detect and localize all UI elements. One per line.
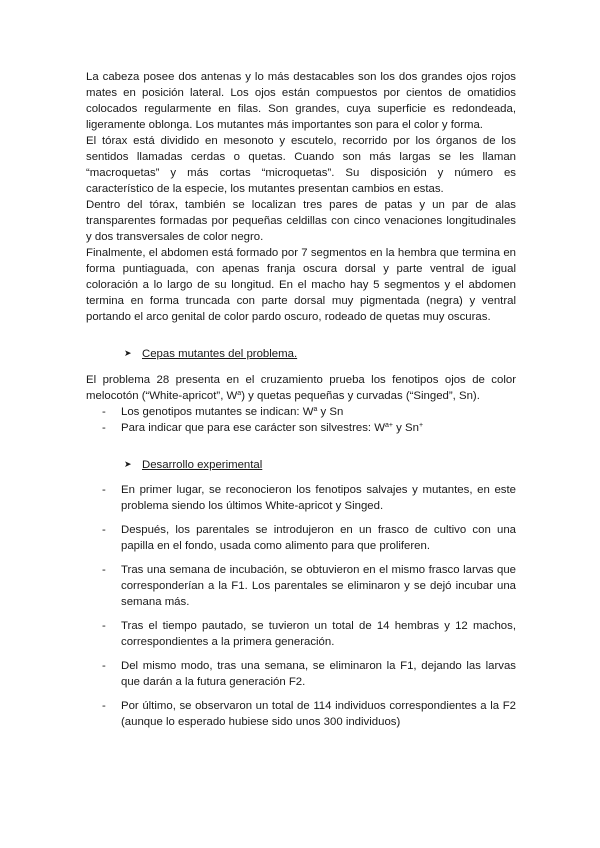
- paragraph-legs-wings: Dentro del tórax, también se localizan tres pares de patas y un par de alas transparentes formadas por pequeñas celdillas con cinco venaciones longitudinales y dos transversales de color negro.: [86, 199, 516, 243]
- dash-bullet: -: [102, 422, 106, 434]
- list-item: [86, 522, 516, 554]
- heading-text: Desarrollo experimental: [142, 459, 263, 471]
- list-item: [86, 658, 516, 690]
- dash-bullet: -: [102, 620, 106, 632]
- list-item: [86, 562, 516, 610]
- paragraph-thorax: El tórax está dividido en mesonoto y escutelo, recorrido por los órganos de los sentidos llamadas cerdas o quetas. Cuando son más largas se les llaman “macroquetas” y más cortas “microquetas”. Su disposición y número es característico de la especie, los mutantes presentan cambios en estas.: [86, 135, 516, 195]
- heading-text: Cepas mutantes del problema.: [142, 348, 298, 360]
- dash-bullet: -: [102, 564, 106, 576]
- list-item: [86, 482, 516, 514]
- section-heading-desarrollo: [124, 456, 262, 473]
- dash-bullet: -: [102, 406, 106, 418]
- section-heading-cepas: [124, 345, 297, 362]
- list-item-text: Tras el tiempo pautado, se tuvieron un total de 14 hembras y 12 machos, correspondientes a la primera generación.: [121, 620, 516, 648]
- paragraph-abdomen: Finalmente, el abdomen está formado por 7 segmentos en la hembra que termina en forma puntiaguada, con apenas franja oscura dorsal y parte ventral de igual coloración a lo largo de su longitud. En el macho hay 5 segmentos y el abdomen termina en forma truncada con parte dorsal muy pigmentada (negra) y ventral portando el arco genital de color pardo oscuro, rodeado de quetas muy oscuras.: [86, 247, 516, 323]
- paragraph-cepas-intro: El problema 28 presenta en el cruzamiento prueba los fenotipos ojos de color melocotón (“White-apricot”, $W^a$) y quetas pequeñas y curvadas (“Singed”, Sn).: [86, 374, 516, 402]
- dash-bullet: -: [102, 660, 106, 672]
- list-item-genotypes: [86, 404, 516, 420]
- arrow-bullet-icon: ➤: [124, 459, 132, 469]
- arrow-bullet-icon: ➤: [124, 348, 132, 358]
- list-item-text: Tras una semana de incubación, se obtuvieron en el mismo frasco larvas que corresponderían a la F1. Los parentales se eliminaron y se dejó incubar una semana más.: [121, 564, 516, 608]
- list-item-text: Del mismo modo, tras una semana, se eliminaron la F1, dejando las larvas que darán a la futura generación F2.: [121, 660, 516, 688]
- dash-bullet: -: [102, 484, 106, 496]
- list-item-text: En primer lugar, se reconocieron los fenotipos salvajes y mutantes, en este problema siendo los últimos White-apricot y Singed.: [121, 484, 516, 512]
- paragraph-head: La cabeza posee dos antenas y lo más destacables son los dos grandes ojos rojos mates en posición lateral. Los ojos están compuestos por cientos de omatidios colocados regularmente en filas. Son grandes, cuya superficie es redondeada, ligeramente oblonga. Los mutantes más importantes son para el color y forma.: [86, 71, 516, 131]
- list-item-text: Para indicar que para ese carácter son silvestres: $W^{a+}$ y Sn+: [121, 422, 424, 434]
- list-item: [86, 618, 516, 650]
- list-item-text: Después, los parentales se introdujeron en un frasco de cultivo con una papilla en el fondo, usada como alimento para que proliferen.: [121, 524, 516, 552]
- dash-bullet: -: [102, 700, 106, 712]
- list-item-text: Por último, se observaron un total de 114 individuos correspondientes a la F2 (aunque lo esperado hubiese sido unos 300 individuos): [121, 700, 516, 728]
- dash-bullet: -: [102, 524, 106, 536]
- list-item-text: Los genotipos mutantes se indican: $W^a$ y Sn: [121, 406, 344, 418]
- list-item: [86, 698, 516, 730]
- list-item-wildtype: [86, 420, 516, 436]
